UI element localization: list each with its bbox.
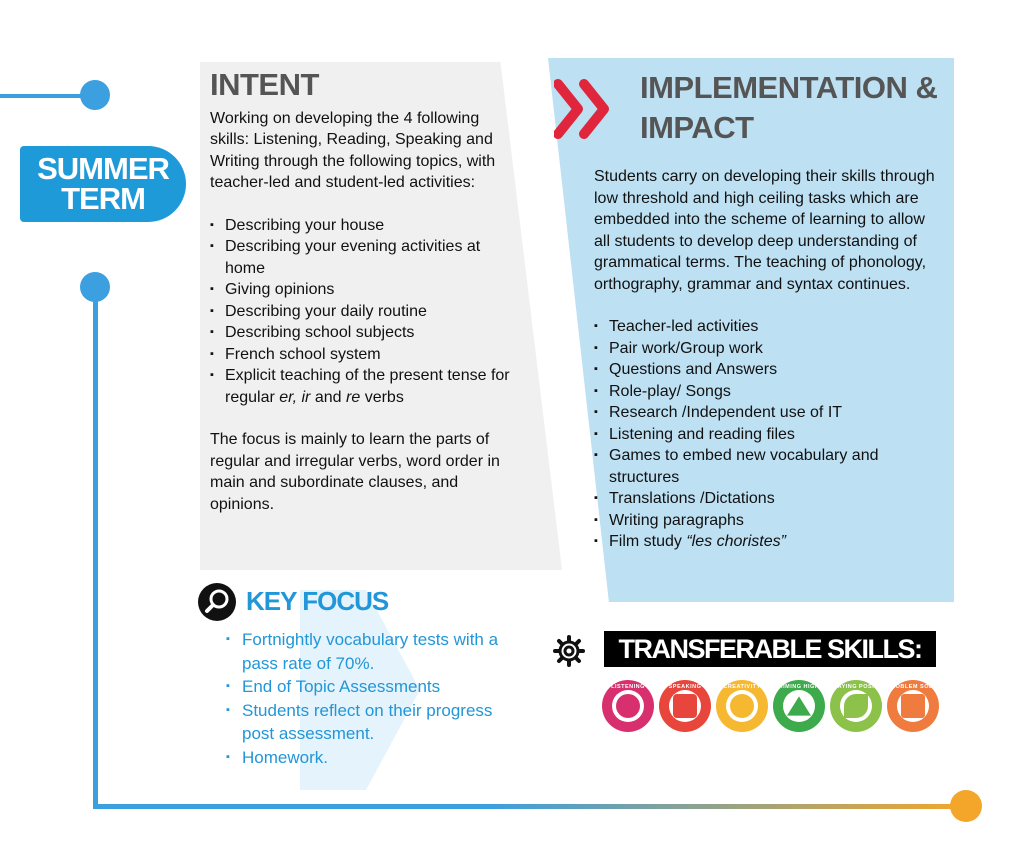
list-item: ▪ Translations /Dictations [594, 488, 942, 510]
skill-label: AIMING HIGH [778, 684, 820, 690]
list-item: ▪ Describing your evening activities at home [210, 236, 520, 279]
list-item: ▪ Role-play/ Songs [594, 381, 942, 403]
skill-badge-creativity [716, 680, 768, 732]
list-item: ▪ Describing school subjects [210, 322, 520, 344]
intent-section [210, 67, 520, 515]
implementation-heading [640, 68, 940, 148]
list-item: ▪ French school system [210, 344, 520, 366]
summer-term-badge [20, 146, 186, 222]
list-item: ▪ Fortnightly vocabulary tests with a pass rate of 70%. [226, 628, 506, 675]
skill-label: CREATIVITY [723, 684, 761, 690]
film-title: “les choristes” [686, 533, 786, 550]
implementation-section [594, 166, 942, 553]
intent-focus: The focus is mainly to learn the parts of regular and irregular verbs, word order in main and subordinate clauses, and opinions. [210, 431, 500, 513]
and-word: and [314, 388, 342, 406]
skill-badge-staying-positive [830, 680, 889, 732]
skill-badge-problem-solving [887, 680, 948, 732]
puzzle-icon [901, 694, 925, 718]
list-item: ▪ Describing your house [210, 215, 520, 237]
speech-bubble-icon [673, 694, 697, 718]
list-item: ▪ Listening and reading files [594, 424, 942, 446]
verb-ending-re: re [346, 388, 361, 406]
skill-label: STAYING POSITIVE [830, 684, 889, 690]
list-item: ▪ Games to embed new vocabulary and structures [594, 445, 942, 488]
skill-label: SPEAKING [668, 684, 702, 690]
intent-heading: INTENT [210, 67, 319, 102]
intent-intro: Working on developing the 4 following skills: Listening, Reading, Speaking and Writing through the following topics, with teacher-led and student-led activities: [210, 109, 496, 191]
skill-badge-speaking [659, 680, 711, 732]
timeline-top-dot [80, 80, 110, 110]
implementation-heading-line-2: IMPACT [640, 110, 754, 145]
list-item: ▪ Research /Independent use of IT [594, 402, 942, 424]
key-focus-title: KEY FOCUS [246, 586, 389, 616]
lightbulb-icon [730, 694, 754, 718]
verb-ending-er: er, [279, 388, 298, 406]
film-study-text: Film study [609, 533, 687, 550]
mountain-icon [787, 694, 811, 718]
skill-badge-aiming-high [773, 680, 825, 732]
magnifier-icon [198, 583, 236, 621]
term-line-2: TERM [61, 181, 145, 216]
ear-icon [616, 694, 640, 718]
term-line-1: SUMMER [37, 151, 169, 186]
list-item: ▪ Giving opinions [210, 279, 520, 301]
implementation-body: Students carry on developing their skills through low threshold and high ceiling tasks which are embedded into the scheme of learning to allow all students to develop deep understanding of grammatical terms. The teaching of phonology, orthography, grammar and syntax continues. [594, 168, 935, 293]
skill-badge-listening [602, 680, 654, 732]
activity-list [594, 316, 942, 553]
list-item: ▪ Questions and Answers [594, 359, 942, 381]
plant-icon [844, 694, 868, 718]
skill-label: LISTENING [611, 684, 645, 690]
skills-badges [602, 680, 948, 732]
list-item [210, 365, 520, 408]
verb-ending-ir: ir [301, 388, 311, 406]
list-item [594, 531, 942, 553]
explicit-teaching-text: Explicit teaching of the present tense for regular [225, 367, 510, 406]
list-item: ▪ Teacher-led activities [594, 316, 942, 338]
list-item: ▪ Students reflect on their progress post assessment. [226, 699, 506, 746]
verbs-word: verbs [364, 388, 404, 406]
key-focus-list [226, 628, 506, 769]
timeline-end-dot [950, 790, 982, 822]
list-item: ▪ Homework. [226, 746, 506, 770]
implementation-heading-line-1: IMPLEMENTATION & [640, 70, 938, 105]
transferable-skills-title: TRANSFERABLE SKILLS: [604, 631, 936, 667]
timeline-bottom-line [93, 804, 969, 809]
timeline-vertical-line [93, 290, 98, 808]
list-item: ▪ Pair work/Group work [594, 338, 942, 360]
skill-label: PROBLEM SOLVING [887, 684, 948, 690]
list-item: ▪ Writing paragraphs [594, 510, 942, 532]
list-item: ▪ Describing your daily routine [210, 301, 520, 323]
gear-icon [552, 634, 586, 668]
intent-topic-list [210, 215, 520, 409]
double-chevron-icon [554, 78, 616, 140]
list-item: ▪ End of Topic Assessments [226, 675, 506, 699]
